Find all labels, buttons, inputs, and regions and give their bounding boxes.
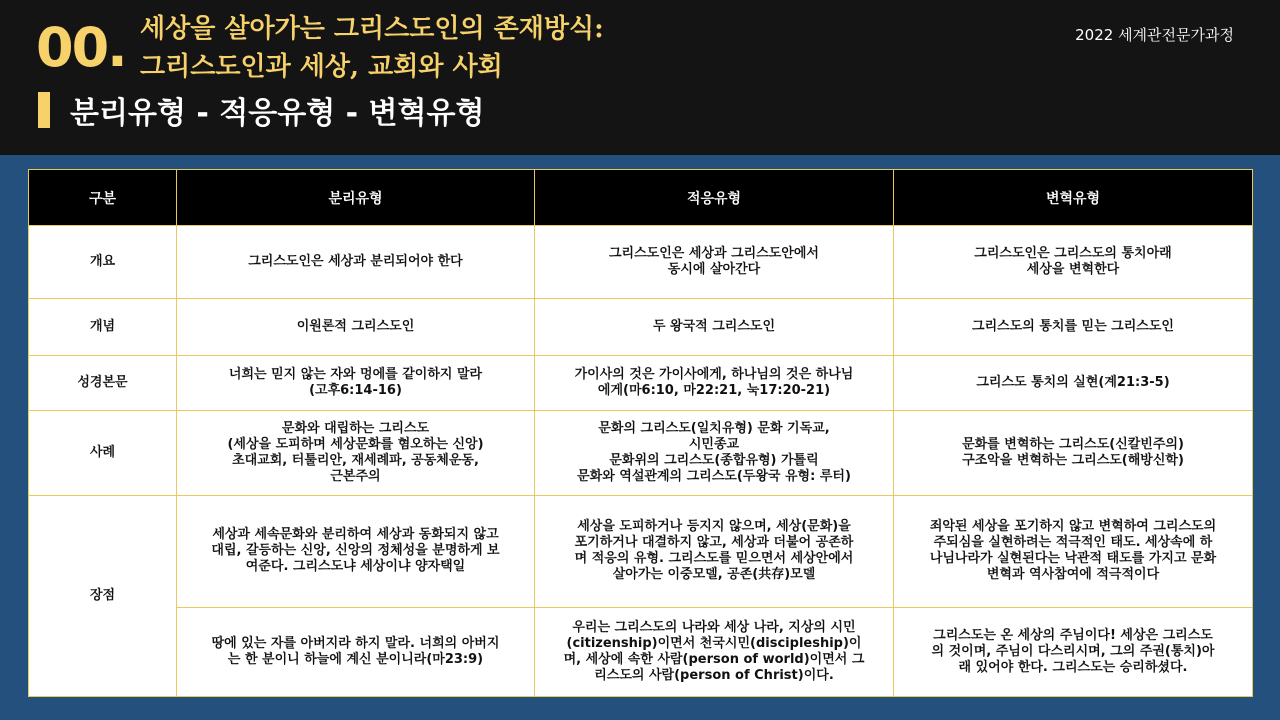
cell-text: 세상을 도피하거나 등지지 않으며, 세상(문화)을 포기하거나 대결하지 않고, 세상과 더불어 공존하 며 적응의 유형. 그리스도를 믿으면서 세상안에서 살아가는 이중모델, 공존(共存)모델 <box>574 519 854 583</box>
page-subtitle: 분리유형 - 적응유형 - 변혁유형 <box>70 96 485 131</box>
table-row-concept <box>29 299 1253 356</box>
cell-text: 우리는 그리스도의 나라와 세상 나라, 지상의 시민 (citizenship)이면서 천국시민(discipleship)이 며, 세상에 속한 사람(person of world)이면서 그 리스도의 사람(person of Christ)이다. <box>563 619 865 683</box>
comparison-table <box>28 169 1253 697</box>
page-title-line1: 세상을 살아가는 그리스도인의 존재방식: <box>140 14 604 44</box>
cell-text: 너희는 믿지 않는 자와 멍에를 같이하지 말라 (고후6:14-16) <box>228 367 483 399</box>
table-cell <box>177 356 535 411</box>
table-cell <box>177 411 535 495</box>
cell-text: 세상과 세속문화와 분리하여 세상과 동화되지 않고 대립, 갈등하는 신앙, 신앙의 정체성을 분명하게 보 여준다. 그리스도냐 세상이냐 양자택일 <box>211 527 500 575</box>
table-cell <box>894 356 1253 411</box>
table-cell <box>535 356 894 411</box>
row-label-overview: 개요 <box>29 226 177 299</box>
cell-text: 두 왕국적 그리스도인 <box>652 319 776 335</box>
row-label-scripture: 성경본문 <box>29 356 177 411</box>
table-cell <box>894 411 1253 495</box>
table-cell <box>535 226 894 299</box>
cell-text: 땅에 있는 자를 아버지라 하지 말라. 너희의 아버지 는 한 분이니 하늘에 계신 분이니라(마23:9) <box>211 635 500 667</box>
row-label-examples: 사례 <box>29 411 177 495</box>
table-row-examples <box>29 411 1253 495</box>
row-label-concept: 개념 <box>29 299 177 356</box>
column-header-category: 구분 <box>29 170 177 226</box>
cell-text: 그리스도 통치의 실현(계21:3-5) <box>976 375 1170 391</box>
column-header-adaptation: 적응유형 <box>535 170 894 226</box>
cell-text: 그리스도의 통치를 믿는 그리스도인 <box>972 319 1174 335</box>
comparison-table-container <box>28 169 1252 697</box>
table-row-overview <box>29 226 1253 299</box>
cell-text: 그리스도는 온 세상의 주님이다! 세상은 그리스도 의 것이며, 주님이 다스리시며, 그의 주권(통치)아 래 있어야 한다. 그리스도는 승리하셨다. <box>931 627 1215 675</box>
column-header-separation: 분리유형 <box>177 170 535 226</box>
cell-text: 가이사의 것은 가이사에게, 하나님의 것은 하나님 에게(마6:10, 마22:21, 눅17:20-21) <box>574 367 854 399</box>
table-cell <box>535 495 894 607</box>
cell-text: 죄악된 세상을 포기하지 않고 변혁하여 그리스도의 주되심을 실현하려는 적극적인 태도. 세상속에 하 나님나라가 실현된다는 낙관적 태도를 가지고 문화 변혁과 역사참여에 적극적이다 <box>929 519 1217 583</box>
table-cell <box>177 495 535 607</box>
row-label-strengths: 장점 <box>29 495 177 696</box>
page-title-line2: 그리스도인과 세상, 교회와 사회 <box>140 52 503 82</box>
column-header-transformation: 변혁유형 <box>894 170 1253 226</box>
table-cell <box>177 607 535 696</box>
table-cell <box>894 495 1253 607</box>
accent-bar <box>38 92 50 128</box>
table-cell <box>894 607 1253 696</box>
table-cell <box>535 411 894 495</box>
table-cell <box>535 299 894 356</box>
cell-text: 문화를 변혁하는 그리스도(신칼빈주의) 구조악을 변혁하는 그리스도(해방신학) <box>962 436 1184 468</box>
cell-text: 이원론적 그리스도인 <box>296 319 415 335</box>
table-row-strengths-2 <box>29 607 1253 696</box>
table-cell <box>177 226 535 299</box>
table-cell <box>535 607 894 696</box>
cell-text: 그리스도인은 세상과 분리되어야 한다 <box>248 254 463 270</box>
course-label: 2022 세계관전문가과정 <box>1075 26 1234 44</box>
table-cell <box>177 299 535 356</box>
cell-text: 그리스도인은 그리스도의 통치아래 세상을 변혁한다 <box>974 246 1172 278</box>
table-header-row <box>29 170 1253 226</box>
section-number: 00. <box>36 16 126 79</box>
cell-text: 그리스도인은 세상과 그리스도안에서 동시에 살아간다 <box>609 246 819 278</box>
cell-text: 문화의 그리스도(일치유형) 문화 기독교, 시민종교 문화위의 그리스도(종합유형) 가톨릭 문화와 역설관계의 그리스도(두왕국 유형: 루터) <box>577 420 851 484</box>
table-cell <box>894 226 1253 299</box>
header-banner <box>0 0 1280 155</box>
table-cell <box>894 299 1253 356</box>
cell-text: 문화와 대립하는 그리스도 (세상을 도피하며 세상문화를 혐오하는 신앙) 초대교회, 터툴리안, 재세례파, 공동체운동, 근본주의 <box>227 420 484 484</box>
table-row-scripture <box>29 356 1253 411</box>
table-row-strengths <box>29 495 1253 607</box>
